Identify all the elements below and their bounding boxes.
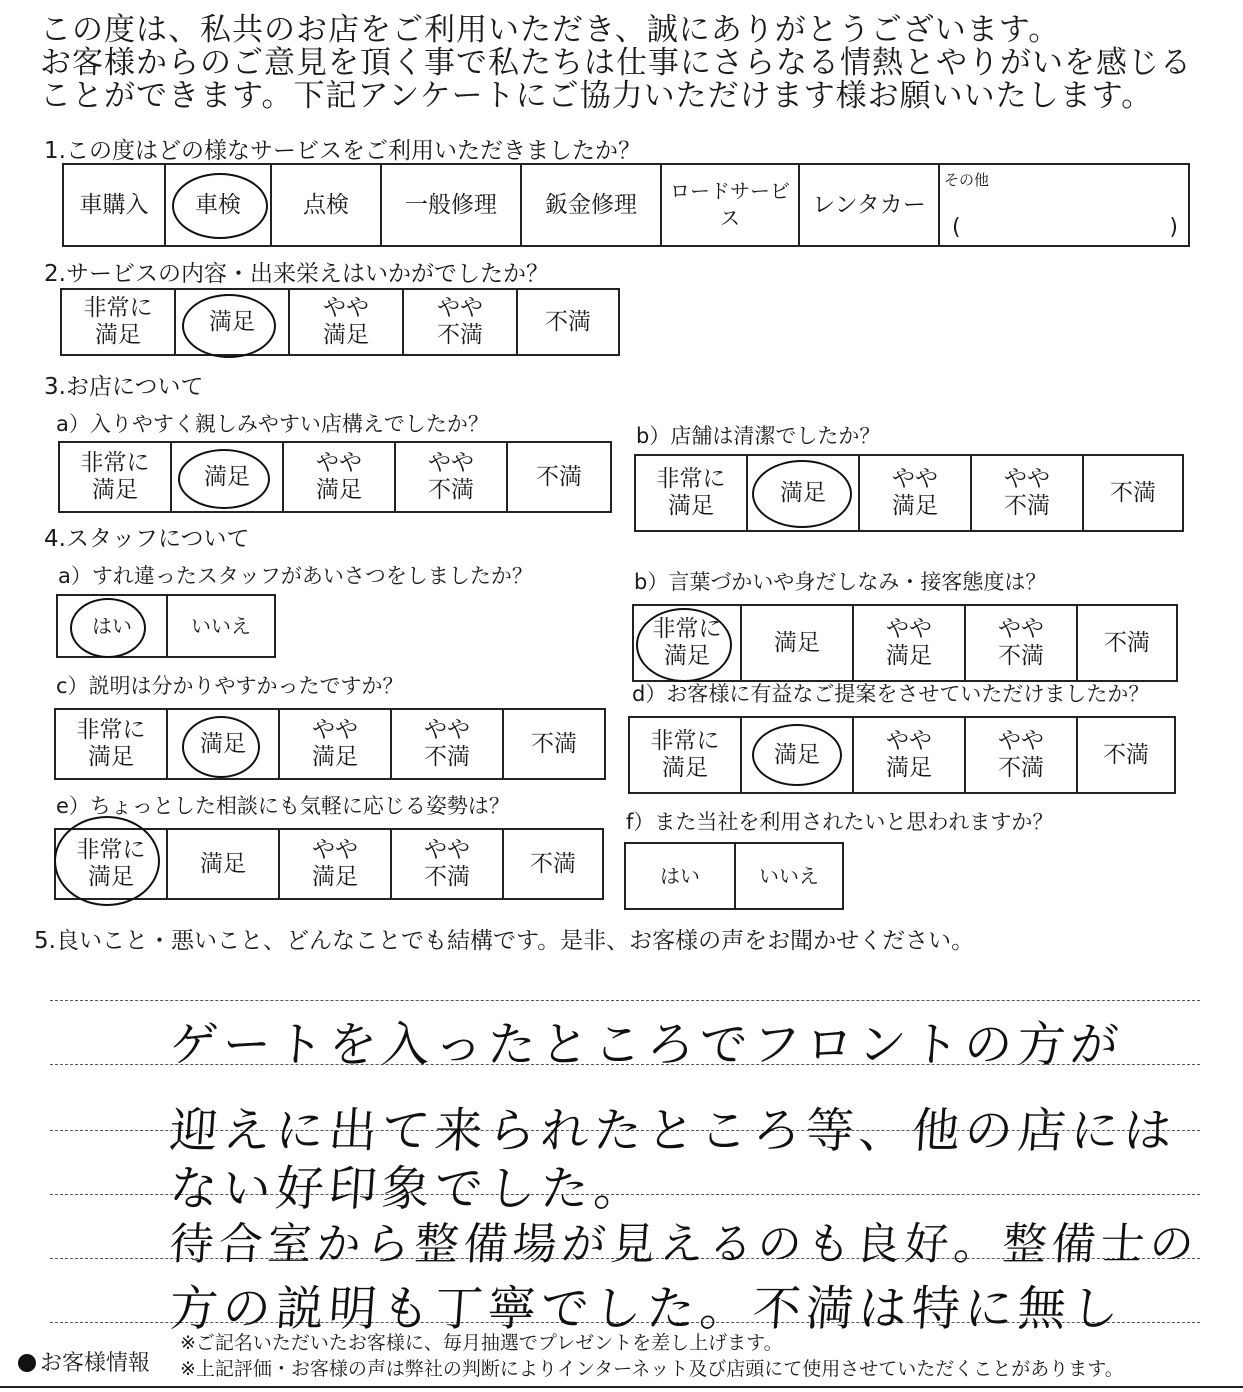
comment-line: 迎えに出て来られたところ等、他の店には xyxy=(167,1103,1179,1159)
footer-note-2: ※上記評価・お客様の声は弊社の判断によりインターネット及び店頭にて使用させていただくことがあります。 xyxy=(180,1358,1124,1380)
option-somewhat-unsatisfied[interactable]: やや 不満 xyxy=(965,605,1077,681)
option-unsatisfied[interactable]: 不満 xyxy=(517,289,619,355)
q1-option-road-service[interactable]: ロードサービス xyxy=(661,164,799,246)
option-very-satisfied[interactable]: 非常に 満足 xyxy=(55,829,167,899)
q2-title: 2.サービスの内容・出来栄えはいかがでしたか？ xyxy=(44,261,549,287)
option-somewhat-unsatisfied[interactable]: やや 不満 xyxy=(395,442,507,512)
option-somewhat-unsatisfied[interactable]: やや 不満 xyxy=(971,455,1083,531)
option-somewhat-satisfied[interactable]: やや 満足 xyxy=(279,829,391,899)
q4e-title: e）ちょっとした相談にも気軽に応じる姿勢は？ xyxy=(56,794,510,818)
q1-option-check[interactable]: 点検 xyxy=(271,164,381,246)
q4a-title: a）すれ違ったスタッフがあいさつをしましたか？ xyxy=(58,564,533,588)
option-satisfied[interactable]: 満足 xyxy=(171,442,283,512)
option-no[interactable]: いいえ xyxy=(167,595,275,657)
option-satisfied[interactable]: 満足 xyxy=(741,717,853,793)
q4f-options xyxy=(624,842,844,910)
option-somewhat-unsatisfied[interactable]: やや 不満 xyxy=(403,289,517,355)
option-no[interactable]: いいえ xyxy=(735,843,843,909)
footer-rule xyxy=(0,1386,1243,1388)
option-unsatisfied[interactable]: 不満 xyxy=(1077,605,1177,681)
q4b-options xyxy=(632,604,1178,682)
q5-title: 5.良いこと・悪いこと、どんなことでも結構です。是非、お客様の声をお聞かせください。 xyxy=(34,928,975,954)
bullet-icon xyxy=(18,1354,36,1372)
option-unsatisfied[interactable]: 不満 xyxy=(507,442,611,512)
option-very-satisfied[interactable]: 非常に 満足 xyxy=(59,442,171,512)
option-somewhat-satisfied[interactable]: やや 満足 xyxy=(859,455,971,531)
q1-option-sheet-metal[interactable]: 鈑金修理 xyxy=(521,164,661,246)
option-unsatisfied[interactable]: 不満 xyxy=(503,709,605,779)
q1-option-general-repair[interactable]: 一般修理 xyxy=(381,164,521,246)
q3a-title: a）入りやすく親しみやすい店構えでしたか？ xyxy=(56,412,489,436)
option-satisfied[interactable]: 満足 xyxy=(741,605,853,681)
intro-line: この度は、私共のお店をご利用いただき、誠にありがとうございます。 xyxy=(40,12,1061,48)
option-somewhat-satisfied[interactable]: やや 満足 xyxy=(283,442,395,512)
q4d-title: d）お客様に有益なご提案をさせていただけましたか？ xyxy=(632,682,1150,706)
option-somewhat-satisfied[interactable]: やや 満足 xyxy=(289,289,403,355)
option-very-satisfied[interactable]: 非常に 満足 xyxy=(55,709,167,779)
option-very-satisfied[interactable]: 非常に 満足 xyxy=(61,289,175,355)
comment-line: ゲートを入ったところでフロントの方が xyxy=(167,1017,1126,1073)
option-unsatisfied[interactable]: 不満 xyxy=(503,829,603,899)
q1-option-rental[interactable]: レンタカー xyxy=(799,164,939,246)
option-very-satisfied[interactable]: 非常に 満足 xyxy=(635,455,747,531)
option-satisfied[interactable]: 満足 xyxy=(167,709,279,779)
q1-option-car-purchase[interactable]: 車購入 xyxy=(63,164,165,246)
option-somewhat-satisfied[interactable]: やや 満足 xyxy=(853,605,965,681)
option-yes[interactable]: はい xyxy=(625,843,735,909)
intro-text xyxy=(40,14,1192,113)
q1-option-inspection[interactable]: 車検 xyxy=(165,164,271,246)
q4-title: 4.スタッフについて xyxy=(44,526,250,552)
option-satisfied[interactable]: 満足 xyxy=(167,829,279,899)
q4b-title: b）言葉づかいや身だしなみ・接客態度は？ xyxy=(634,570,1047,594)
q4d-options xyxy=(628,716,1176,794)
option-somewhat-unsatisfied[interactable]: やや 不満 xyxy=(391,709,503,779)
option-somewhat-unsatisfied[interactable]: やや 不満 xyxy=(391,829,503,899)
option-somewhat-unsatisfied[interactable]: やや 不満 xyxy=(965,717,1077,793)
q1-title: 1.この度はどの様なサービスをご利用いただきましたか？ xyxy=(44,138,641,164)
q3b-options xyxy=(634,454,1184,532)
customer-info-heading: お客様情報 xyxy=(18,1346,150,1377)
q1-options xyxy=(62,163,1190,247)
footer-note-1: ※ご記名いただいたお客様に、毎月抽選でプレゼントを差し上げます。 xyxy=(180,1332,783,1354)
comment-line: ない好印象でした。 xyxy=(167,1161,649,1217)
intro-line: ことができます。下記アンケートにご協力いただけます様お願いいたします。 xyxy=(40,78,1154,114)
q4a-options xyxy=(56,594,276,658)
q4e-options xyxy=(54,828,604,900)
option-very-satisfied[interactable]: 非常に 満足 xyxy=(633,605,741,681)
q3-title: 3.お店について xyxy=(44,374,204,400)
q3b-title: b）店舗は清潔でしたか？ xyxy=(636,424,881,448)
q4f-title: f）また当社を利用されたいと思われますか？ xyxy=(626,810,1054,834)
q4c-options xyxy=(54,708,606,780)
q2-options xyxy=(60,288,620,356)
option-satisfied[interactable]: 満足 xyxy=(747,455,859,531)
option-very-satisfied[interactable]: 非常に 満足 xyxy=(629,717,741,793)
q3a-options xyxy=(58,441,612,513)
q1-option-other[interactable] xyxy=(939,164,1189,246)
other-field[interactable]: ( ) xyxy=(952,215,1178,240)
option-somewhat-satisfied[interactable]: やや 満足 xyxy=(279,709,391,779)
other-label: その他 xyxy=(944,171,990,189)
option-unsatisfied[interactable]: 不満 xyxy=(1083,455,1183,531)
ruled-line xyxy=(50,1000,1200,1001)
option-unsatisfied[interactable]: 不満 xyxy=(1077,717,1175,793)
intro-line: お客様からのご意見を頂く事で私たちは仕事にさらなる情熱とやりがいを感じる xyxy=(40,45,1192,81)
q4c-title: c）説明は分かりやすかったですか？ xyxy=(56,674,404,698)
option-yes[interactable]: はい xyxy=(57,595,167,657)
option-satisfied[interactable]: 満足 xyxy=(175,289,289,355)
comment-line: 方の説明も丁寧でした。不満は特に無し xyxy=(167,1281,1126,1337)
comment-line: 待合室から整備場が見えるのも良好。整備士の xyxy=(167,1219,1201,1270)
option-somewhat-satisfied[interactable]: やや 満足 xyxy=(853,717,965,793)
